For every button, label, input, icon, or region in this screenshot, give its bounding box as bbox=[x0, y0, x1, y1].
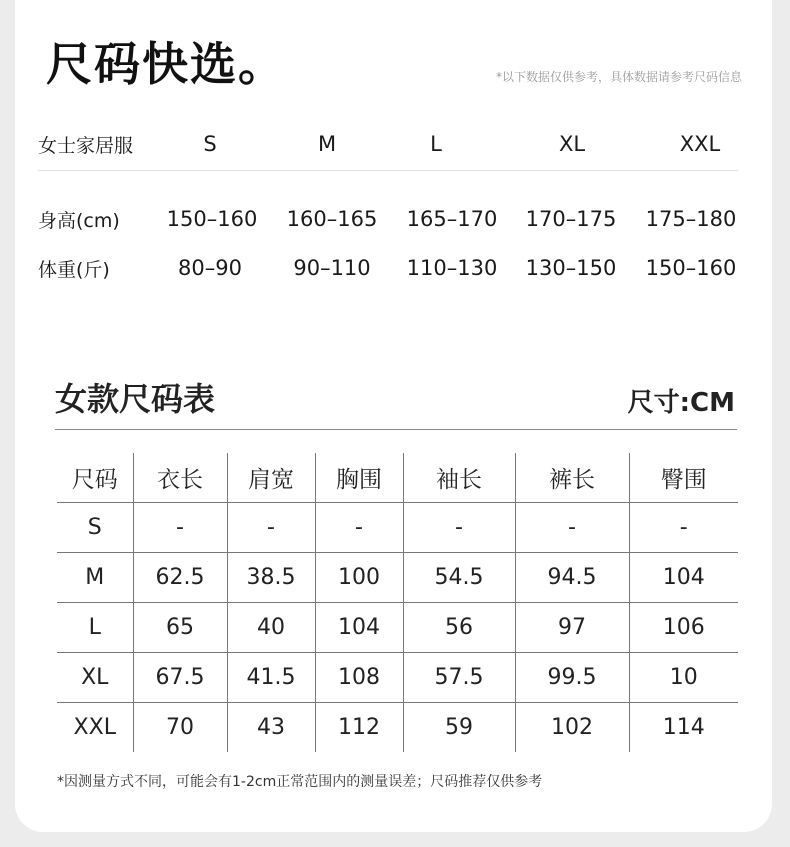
table-cell: 100 bbox=[315, 553, 403, 603]
weight-value: 130–150 bbox=[525, 256, 617, 280]
table-cell: 65 bbox=[133, 603, 227, 653]
table-cell: L bbox=[57, 603, 133, 653]
quick-size-s: S bbox=[203, 132, 217, 156]
table-cell: 43 bbox=[227, 703, 315, 753]
table-cell: 104 bbox=[629, 553, 738, 603]
quick-select-header-row bbox=[0, 124, 790, 164]
weight-value: 90–110 bbox=[293, 256, 371, 280]
size-chart-rule bbox=[55, 429, 737, 430]
height-value: 150–160 bbox=[166, 207, 258, 231]
table-cell: 70 bbox=[133, 703, 227, 753]
unit-label: 尺寸:CM bbox=[627, 388, 735, 418]
table-cell: XXL bbox=[57, 703, 133, 753]
table-cell: 112 bbox=[315, 703, 403, 753]
table-cell: 114 bbox=[662, 715, 705, 740]
table-cell: 40 bbox=[227, 603, 315, 653]
table-cell: S bbox=[57, 503, 133, 553]
height-value: 160–165 bbox=[286, 207, 378, 231]
table-row bbox=[57, 703, 738, 753]
table-row bbox=[57, 503, 738, 553]
table-cell: 102 bbox=[515, 703, 629, 753]
table-cell: 59 bbox=[403, 703, 515, 753]
column-header: 尺码 bbox=[57, 453, 133, 503]
table-cell: 106 bbox=[629, 603, 738, 653]
quick-select-divider bbox=[38, 170, 738, 171]
table-cell: - bbox=[629, 503, 738, 553]
table-cell: 38.5 bbox=[227, 553, 315, 603]
reference-note: *以下数据仅供参考，具体数据请参考尺码信息 bbox=[495, 70, 742, 84]
table-cell: 57.5 bbox=[403, 653, 515, 703]
column-header: 衣长 bbox=[133, 453, 227, 503]
weight-value: 150–160 bbox=[645, 256, 737, 280]
quick-select-category-label: 女士家居服 bbox=[38, 134, 134, 157]
table-cell: 99.5 bbox=[515, 653, 629, 703]
column-header: 袖长 bbox=[403, 453, 515, 503]
table-cell: 97 bbox=[515, 603, 629, 653]
page-title: 尺码快选。 bbox=[46, 37, 286, 91]
table-row bbox=[57, 653, 738, 703]
table-cell: - bbox=[515, 503, 629, 553]
height-value: 165–170 bbox=[406, 207, 498, 231]
measurement-footnote: *因测量方式不同，可能会有1-2cm正常范围内的测量误差；尺码推荐仅供参考 bbox=[57, 774, 543, 790]
quick-size-xl: XL bbox=[558, 132, 586, 156]
height-row bbox=[0, 199, 790, 239]
weight-value: 110–130 bbox=[406, 256, 498, 280]
table-header-row bbox=[57, 453, 738, 503]
size-chart-title: 女款尺码表 bbox=[55, 380, 216, 418]
quick-size-xxl: XXL bbox=[679, 132, 721, 156]
column-header: 肩宽 bbox=[227, 453, 315, 503]
height-label: 身高(cm) bbox=[38, 209, 120, 232]
table-cell: 10 bbox=[629, 653, 738, 703]
column-header: 裤长 bbox=[515, 453, 629, 503]
height-value: 175–180 bbox=[645, 207, 737, 231]
height-value: 170–175 bbox=[525, 207, 617, 231]
weight-value: 80–90 bbox=[178, 256, 242, 280]
table-row bbox=[57, 553, 738, 603]
table-cell: M bbox=[57, 553, 133, 603]
column-header: 胸围 bbox=[315, 453, 403, 503]
table-cell: 62.5 bbox=[133, 553, 227, 603]
table-cell: 108 bbox=[315, 653, 403, 703]
table-cell: - bbox=[315, 503, 403, 553]
table-cell: - bbox=[403, 503, 515, 553]
table-cell: XL bbox=[57, 653, 133, 703]
quick-size-l: L bbox=[430, 132, 442, 156]
weight-label: 体重(斤) bbox=[38, 258, 110, 281]
column-header: 臀围 bbox=[629, 453, 738, 503]
table-cell: - bbox=[227, 503, 315, 553]
table-cell: 104 bbox=[315, 603, 403, 653]
table-cell: 94.5 bbox=[515, 553, 629, 603]
table-cell: 54.5 bbox=[403, 553, 515, 603]
table-row bbox=[57, 603, 738, 653]
quick-size-m: M bbox=[317, 132, 337, 156]
table-cell: 56 bbox=[403, 603, 515, 653]
size-table bbox=[57, 453, 738, 752]
table-cell: - bbox=[133, 503, 227, 553]
table-cell: 67.5 bbox=[133, 653, 227, 703]
weight-row bbox=[0, 248, 790, 288]
table-cell: 41.5 bbox=[227, 653, 315, 703]
